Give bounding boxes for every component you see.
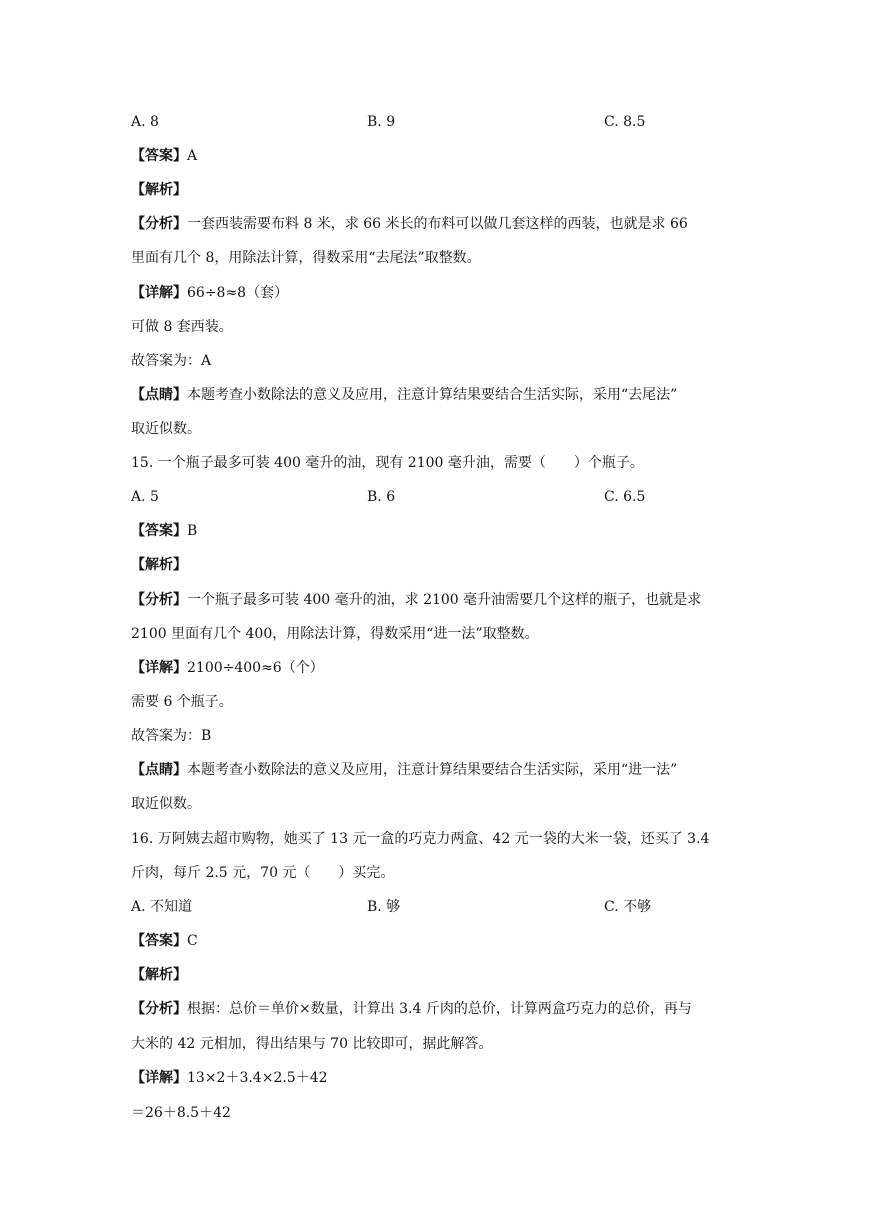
q14-option-c: C. 8.5 xyxy=(604,114,646,130)
q14-final-answer: 故答案为：A xyxy=(131,353,212,369)
dianjing-tag: 【点睛】 xyxy=(131,387,187,403)
q16-analysis-tag: 【解析】 xyxy=(131,967,187,983)
q14-fenxi-1 xyxy=(131,215,688,233)
answer-tag: 【答案】 xyxy=(131,523,187,539)
q16-question-2: 斤肉，每斤 2.5 元，70 元（ ）买完。 xyxy=(131,865,395,881)
q14-xiangjie xyxy=(131,284,288,302)
answer-tag: 【答案】 xyxy=(131,933,187,949)
xiangjie-tag: 【详解】 xyxy=(131,285,187,301)
q15-fenxi-1 xyxy=(131,591,701,609)
dianjing-tag: 【点睛】 xyxy=(131,762,187,778)
dianjing-text: 本题考查小数除法的意义及应用，注意计算结果要结合生活实际，采用“去尾法” xyxy=(187,387,678,403)
q15-option-b: B. 6 xyxy=(367,489,396,505)
q15-analysis-tag: 【解析】 xyxy=(131,557,187,573)
q14-fenxi-2: 里面有几个 8，用除法计算，得数采用“去尾法”取整数。 xyxy=(131,250,481,266)
q16-answer xyxy=(131,932,198,950)
q14-analysis-tag: 【解析】 xyxy=(131,182,187,198)
q16-option-a: A. 不知道 xyxy=(131,899,193,915)
q16-step-1: ＝26＋8.5＋42 xyxy=(131,1105,231,1121)
q14-answer xyxy=(131,147,197,165)
q14-dianjing-2: 取近似数。 xyxy=(131,421,201,437)
q15-final-answer: 故答案为：B xyxy=(131,728,212,744)
fenxi-text: 根据：总价＝单价×数量，计算出 3.4 斤肉的总价，计算两盒巧克力的总价，再与 xyxy=(187,1001,692,1017)
answer-value: A xyxy=(187,148,198,164)
xiangjie-text: 13×2＋3.4×2.5＋42 xyxy=(187,1070,328,1086)
q16-fenxi-2: 大米的 42 元相加，得出结果与 70 比较即可，据此解答。 xyxy=(131,1036,493,1052)
q16-option-c: C. 不够 xyxy=(604,899,652,915)
fenxi-tag: 【分析】 xyxy=(131,216,187,232)
q15-answer xyxy=(131,522,197,540)
dianjing-text: 本题考查小数除法的意义及应用，注意计算结果要结合生活实际，采用“进一法” xyxy=(187,762,678,778)
fenxi-tag: 【分析】 xyxy=(131,592,187,608)
answer-value: C xyxy=(187,933,198,949)
fenxi-text: 一套西装需要布料 8 米，求 66 米长的布料可以做几套这样的西装，也就是求 66 xyxy=(187,216,688,232)
xiangjie-text: 66÷8≈8（套） xyxy=(187,285,289,301)
q15-result: 需要 6 个瓶子。 xyxy=(131,694,233,710)
xiangjie-tag: 【详解】 xyxy=(131,1070,187,1086)
fenxi-text: 一个瓶子最多可装 400 毫升的油，求 2100 毫升油需要几个这样的瓶子，也就是求 xyxy=(187,592,702,608)
q15-question: 15. 一个瓶子最多可装 400 毫升的油，现有 2100 毫升油，需要（ ）个瓶子。 xyxy=(131,455,644,471)
answer-value: B xyxy=(187,523,198,539)
q15-dianjing-2: 取近似数。 xyxy=(131,796,201,812)
q16-option-b: B. 够 xyxy=(367,899,401,915)
xiangjie-text: 2100÷400≈6（个） xyxy=(187,660,324,676)
q16-xiangjie xyxy=(131,1069,328,1087)
q15-xiangjie xyxy=(131,659,324,677)
fenxi-tag: 【分析】 xyxy=(131,1001,187,1017)
q14-result: 可做 8 套西装。 xyxy=(131,319,233,335)
q15-dianjing-1 xyxy=(131,761,677,779)
xiangjie-tag: 【详解】 xyxy=(131,660,187,676)
q14-option-a: A. 8 xyxy=(131,114,159,130)
q16-fenxi-1 xyxy=(131,1000,692,1018)
q15-option-c: C. 6.5 xyxy=(604,489,646,505)
q14-dianjing-1 xyxy=(131,386,677,404)
q15-option-a: A. 5 xyxy=(131,489,159,505)
answer-tag: 【答案】 xyxy=(131,148,187,164)
q16-question-1: 16. 万阿姨去超市购物，她买了 13 元一盒的巧克力两盒、42 元一袋的大米一袋，还买了 3.4 xyxy=(131,831,710,847)
q15-fenxi-2: 2100 里面有几个 400，用除法计算，得数采用“进一法”取整数。 xyxy=(131,626,539,642)
q14-option-b: B. 9 xyxy=(367,114,396,130)
